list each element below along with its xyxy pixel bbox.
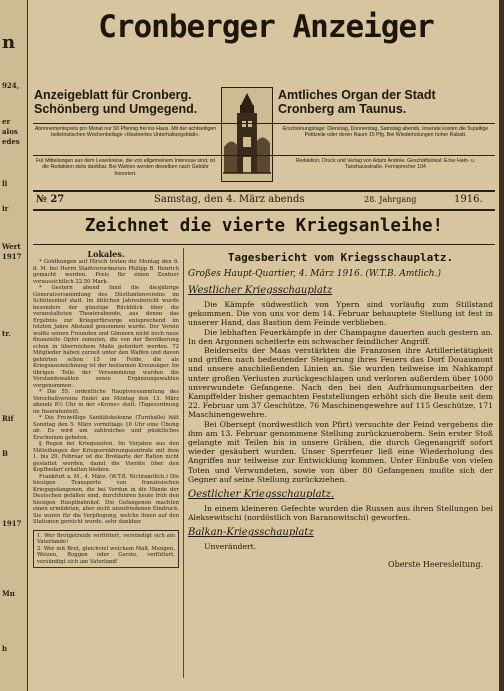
strip-fragment: er	[2, 117, 11, 126]
publisher-info: Redaktion, Druck und Verlag von Adam Andrée. Geschäftslokal: Ecke Hain- u. Tanzhausstraße. Fernsprecher 104	[295, 158, 476, 171]
local-news-paragraph: Frankfurt a. M., 4. März. (W.T.B. Nichtamtlich.) Die hiesigen Transporte von französischen Kriegsgefangenen, die bei Verdun in die Hände der Deutschen gefallen sind, durchfuhren heute früh den hiesigen Hauptbahnhof. Die Gefangenen machten einen ermüdeten, aber nicht unzufriedenen Eindruck. Sie waren für die Verpflegung, welche ihnen auf den Stationen gereicht wurde, sehr dankbar.	[33, 473, 179, 525]
local-news-paragraph: * Goldhungen auf Hirsch traten die Montag den 6. d. M. bei Herrn Stadtverordneten Philipp B. Henrich gemacht werden. Preis für einen Zentner voraussichtlich 22.50 Mark.	[33, 259, 179, 285]
strip-fragment: ir	[2, 204, 9, 213]
balkan-front-text: Unverändert.	[204, 542, 257, 552]
grain-notice-box	[33, 530, 179, 569]
strip-fragment: ll	[2, 179, 8, 188]
publication-info: Erscheinungstage: Dienstag, Donnerstag, Samstag abends. Inserate kosten die 5spaltige Petitzeile oder deren Raum 15 Pfg. Bei Wiederholungen hoher Rabatt.	[282, 126, 489, 139]
masthead-left-subtitle: Anzeigeblatt für Cronberg.	[34, 88, 192, 102]
local-news-paragraph: * Die 55. ordentliche Hauptversammlung des Vorschußvereins findet am Montag den 13. März abends 8½ Uhr in der »Krone« statt. (Tagesordnung im Inseratenteil).	[33, 389, 179, 415]
town-tower-emblem	[221, 87, 273, 182]
strip-fragment: h	[2, 644, 8, 653]
reader-notice: Für Mitteilungen aus dem Leserkreise, die von allgemeinem Interesse sind, ist die Redaktion stets dankbar. Bei Wahlen werden dieselben nach Gebühr honoriert.	[35, 158, 216, 177]
west-front-paragraph: Beiderseits der Maas verstärkten die Franzosen ihre Artillerietätigkeit und griffen nach bedeutender Steigerung ihres Feuers das Dorf Douaumont und unsere anschließenden Linien an. Sie wurden teilweise im Nahkampf unter großen Verlusten zurückgeschlagen und verloren außerdem über 1000 unverwundete Gefangene. Nach den bei den Aufräumungsarbeiten der Kampffelder bisher gemachten Feststellungen erhöht sich die Beute seit dem 22. Februar um 37 Geschütze, 76 Maschinengewehre auf 115 Geschütze, 171 Maschinengewehre.	[188, 346, 493, 420]
strip-fragment: alos	[2, 127, 18, 136]
issue-date: Samstag, den 4. März abends	[154, 194, 305, 205]
masthead-title: Cronberger Anzeiger	[98, 9, 434, 45]
east-front-paragraph: In einem kleineren Gefechte wurden die Russen aus ihren Stellungen bei Aleksewitschi (nordöstlich von Baranowitschi) geworfen.	[188, 504, 493, 523]
war-report-column	[188, 250, 493, 686]
front-page	[28, 0, 499, 691]
local-news-paragraph: § Regen bei Kriegszeiten. Im Vorjahre aus den Mitteilungen der Kriegsernährungszentrale mit dem 1. bis 29. Februar ist die Brotkarte der Ration nicht gestattet worden, damit die Vorräte über den Kopfbedarf erhalten bleiben.	[33, 441, 179, 473]
strip-fragment: 924,	[2, 81, 20, 90]
issue-volume: 28. Jahrgang	[364, 195, 417, 204]
issue-number: № 27	[36, 194, 65, 205]
strip-fragment: Wert	[2, 242, 21, 251]
war-report-title: Tagesbericht vom Kriegsschauplatz.	[227, 251, 454, 264]
west-front-paragraph: Die lebhaften Feuerkämpfe in der Champagne dauerten auch gestern an. In den Argonnen scheiterte ein schwacher feindlicher Angriff.	[188, 327, 493, 346]
masthead-right-subtitle: Cronberg am Taunus.	[278, 102, 407, 116]
strip-fragment: edes	[2, 137, 20, 146]
west-front-paragraph: Die Kämpfe südwestlich von Ypern sind vorläufig zum Stillstand gekommen. Die von uns vor dem 14. Februar behauptete Stellung ist fest in unserer Hand, das Bastion dem Feinde verblieben.	[188, 300, 493, 328]
west-front-heading: Westlicher Kriegsschauplatz	[188, 285, 333, 296]
army-command-signature: Oberste Heeresleitung.	[388, 559, 483, 569]
local-news-column	[33, 249, 179, 685]
masthead-left-subtitle: Schönberg und Umgegend.	[34, 102, 198, 116]
strip-fragment: n	[2, 32, 16, 53]
local-news-paragraph: * Die Freiwillige Sanitätskolonne (Turnhalle) hält Sonntag den 5. März vormittags 10 Uhr eine Übung ab. Es wird um zahlreiches und pünktliches Erscheinen gebeten.	[33, 415, 179, 441]
subscription-info: Abonnementspreis pro Monat nur 50 Pfennig frei ins Haus. Mit der achtseitigen belletristischen Wochenbeilage »Illustriertes Unterhaltungsblatt«.	[34, 126, 217, 139]
grain-notice-item: 2. Wer mit Brot, gleichviel welchem Maß, Mengen, Weizen, Roggen oder Gerste, verfüttert, versündigt sich am Vaterland!	[37, 545, 175, 565]
main-headline: Zeichnet die vierte Kriegsanleihe!	[84, 216, 444, 236]
strip-fragment: 1917	[2, 252, 22, 261]
west-front-paragraph: Bei Obersept (nordwestlich von Pfirt) versuchte der Feind vergebens die ihm am 13. Februar genommene Stellung zurückzuerobern. Sein erster Stoß gelangte mit Teilen bis in unsere Gräben, die durch Gegenangriff sofort wieder gesäubert wurden. Unser Sperrfeuer ließ eine Wiederholung des Angriffes nur teilweise zur Entwicklung kommen. Unter Einbuße von vielen Toten und Verwundeten, sowie von über 80 Gefangenen mußte sich der Gegner auf seine Stellung zurückziehen.	[188, 419, 493, 484]
balkan-front-heading: Balkan-Kriegsschauplatz	[188, 527, 314, 539]
strip-fragment: Mn	[2, 589, 15, 598]
issue-year: 1916.	[454, 194, 483, 205]
strip-fragment: tr.	[2, 329, 11, 338]
strip-fragment: B	[2, 449, 8, 458]
east-front-heading: Oestlicher Kriegsschauplatz.	[188, 489, 335, 501]
local-news-paragraph: * Gestern abend fand die diesjährige Generalversammlung des Dilettantenvereins im Schützenhof statt. Im üblichen Jahresbericht wurde besonders der günstige Rückblick über die veranstalteten Theaterabende, aus denen das Ergebnis zur Kriegerfürsorge entsprechend im letzten Jahre Abstand genommen wurde. Der Verein wollte seinen Freunden und Gönnern nicht noch neue finanzielle Opfer zumuten, die von der Bevölkerung schon in überreichem Maße gefordert werden. 72 Mitglieder haben zurzeit unter den Waffen und davon gehörten schon 15 im Felde, die als Kriegsauszeichnung ist der heilsamen Kreuzsäger. Im übrigen Teile der Versammlung wurden die Vorstandswahlen sowie Ergänzungswahlen vorgenommen.	[33, 285, 179, 389]
strip-fragment: 1917	[2, 519, 22, 528]
strip-fragment: Rif	[2, 414, 14, 423]
war-report-dateline: Großes Haupt-Quartier, 4. März 1916. (W.T.B. Amtlich.)	[188, 269, 441, 279]
column-divider	[183, 248, 184, 678]
grain-notice-item: 1. Wer Brotgetreide verfüttert, versündigt sich am Vaterlande!	[37, 532, 175, 545]
issue-dateline	[34, 193, 494, 207]
masthead-right-subtitle: Amtliches Organ der Stadt	[278, 88, 436, 102]
local-news-heading: Lokales.	[87, 249, 125, 259]
previous-page-strip	[0, 0, 27, 691]
